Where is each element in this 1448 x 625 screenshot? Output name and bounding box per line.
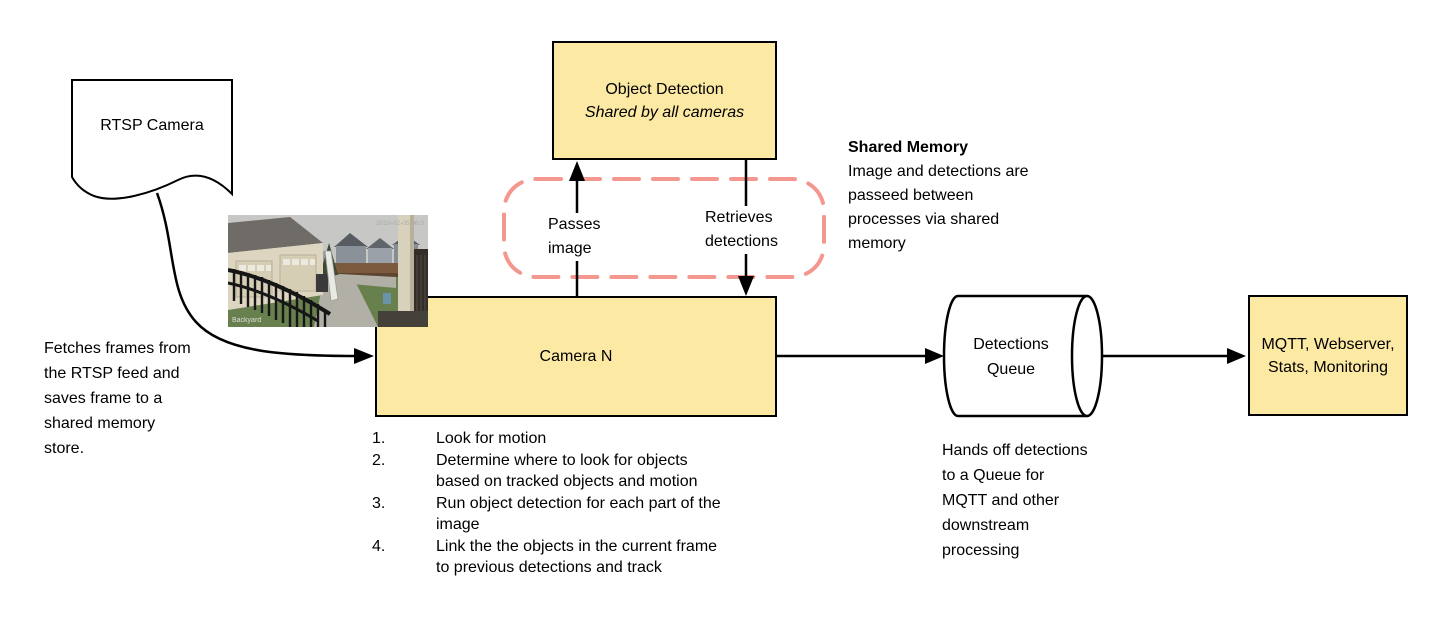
queue-note-line1: Hands off detections (942, 442, 1088, 459)
detections-queue-label-line1: Detections (973, 336, 1049, 353)
camera-to-queue-arrowhead (925, 348, 944, 364)
object-detection-subtitle: Shared by all cameras (584, 103, 745, 121)
camera-step-3 (372, 493, 782, 536)
outputs-label-line2: Stats, Monitoring (1267, 358, 1389, 376)
step-1-number: 1. (372, 430, 386, 447)
fetch-note-line4: shared memory (44, 415, 156, 432)
camera-step-4 (372, 536, 782, 579)
shared-memory-line1: Image and detections are (848, 163, 1029, 180)
fetch-note-line2: the RTSP feed and (44, 365, 180, 382)
detections-queue-cylinder-cap (1072, 296, 1102, 416)
camera-snapshot-scene (228, 215, 428, 327)
fetch-frames-note (44, 336, 244, 461)
step-2-text-line2: based on tracked objects and motion (436, 473, 698, 490)
step-4-text-line2: to previous detections and track (436, 559, 662, 576)
step-4-text-line1: Link the the objects in the current frame (436, 537, 718, 555)
retrieves-detections-arrowhead (738, 276, 754, 296)
outputs-label-line1: MQTT, Webserver, (1261, 335, 1395, 353)
camera-step-1 (372, 428, 782, 450)
passes-image-line2: image (548, 240, 592, 257)
fetch-note-line3: saves frame to a (44, 390, 163, 407)
snapshot-trash-bin (316, 274, 328, 292)
passes-image-arrowhead (569, 161, 585, 181)
shared-memory-note (848, 136, 1068, 256)
shared-memory-line3: processes via shared (848, 211, 1000, 228)
retrieves-detections-line2: detections (705, 233, 778, 250)
rtsp-to-camera-arrowhead (354, 348, 374, 364)
step-3-text-line1: Run object detection for each part of the (436, 494, 721, 512)
rtsp-camera-label: RTSP Camera (100, 117, 204, 134)
queue-note-line4: downstream (942, 517, 1030, 534)
queue-note-line3: MQTT and other (942, 492, 1060, 509)
shared-memory-line4: memory (848, 235, 906, 252)
fetch-note-line1: Fetches frames from (44, 340, 191, 357)
detections-queue-label (948, 332, 1074, 382)
object-detection-node (552, 41, 777, 160)
shared-memory-title: Shared Memory (848, 139, 969, 156)
queue-handoff-note (942, 438, 1132, 563)
retrieves-detections-edge-label (702, 206, 781, 254)
rtsp-camera-document-shape (72, 80, 232, 199)
snapshot-timestamp: 2019-02-05 06:0 (376, 220, 424, 227)
step-2-number: 2. (372, 451, 386, 469)
camera-step-2 (372, 450, 782, 493)
queue-note-line5: processing (942, 542, 1020, 559)
camera-steps-list (372, 428, 782, 579)
camera-snapshot (228, 215, 428, 327)
step-3-number: 3. (372, 494, 386, 512)
camera-n-label: Camera N (539, 348, 613, 365)
step-4-number: 4. (372, 537, 386, 555)
passes-image-edge-label (545, 213, 603, 261)
retrieves-detections-line1: Retrieves (705, 209, 773, 226)
object-detection-title: Object Detection (605, 80, 724, 98)
shared-memory-line2: passeed between (848, 187, 974, 204)
fetch-note-line5: store. (44, 440, 85, 457)
step-3-text-line2: image (436, 516, 480, 533)
detections-queue-label-line2: Queue (986, 361, 1036, 378)
queue-note-line2: to a Queue for (942, 467, 1045, 484)
queue-to-outputs-arrowhead (1227, 348, 1246, 364)
outputs-node (1248, 295, 1408, 416)
passes-image-line1: Passes (548, 216, 601, 233)
camera-n-node (375, 296, 777, 417)
snapshot-location-label: Backyard (232, 317, 262, 324)
step-2-text-line1: Determine where to look for objects (436, 451, 688, 469)
step-1-text: Look for motion (436, 430, 547, 447)
